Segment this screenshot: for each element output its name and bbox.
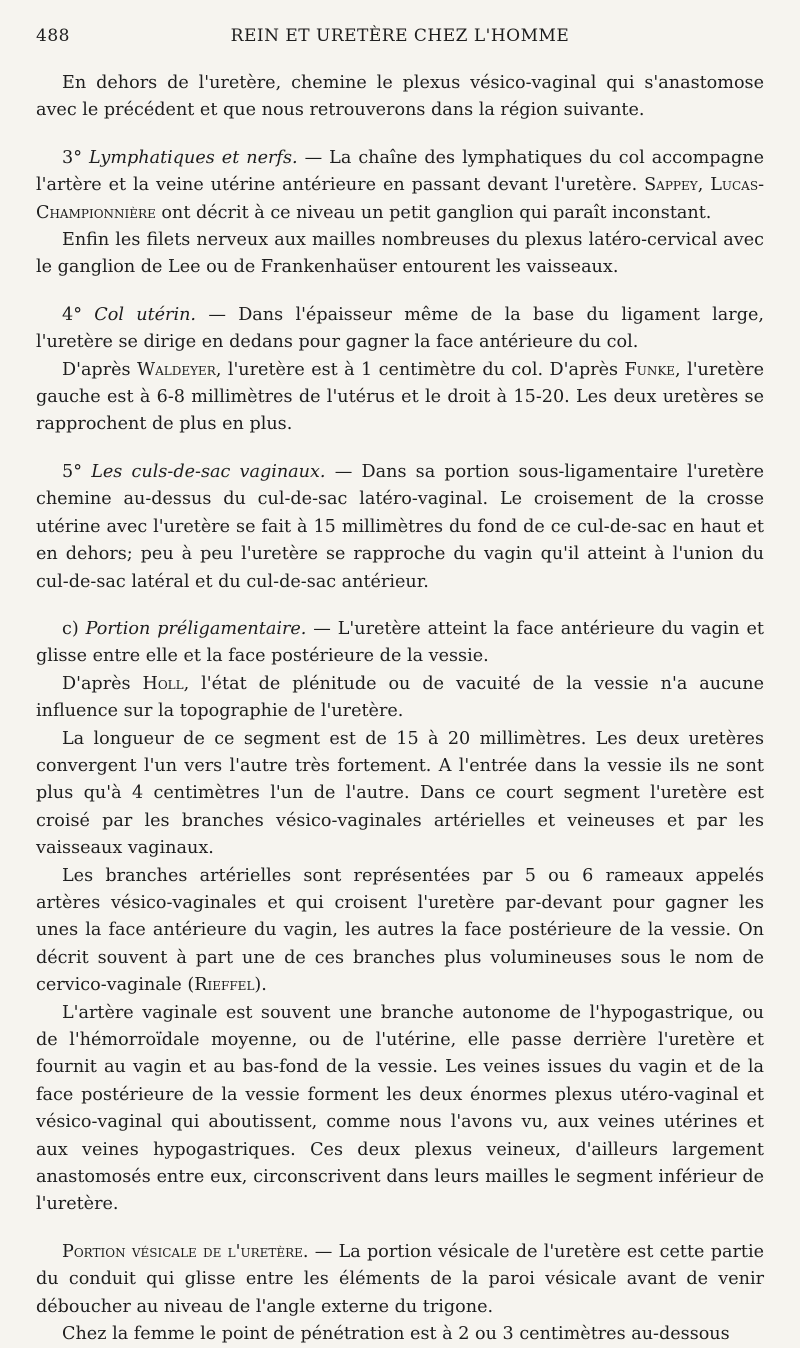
text-run: L'artère vaginale est souvent une branche autonome de l'hypogastrique, ou de l'hémorroïdale moyenne, ou de l'utérine, elle passe derrière l'uretère et fournit au vagin et au bas-fond de la vessie. Les veines issues du vagin et de la face postérieure de la vessie forment les deux énormes plexus utéro-vaginal et vésico-vaginal qui aboutissent, comme nous l'avons vu, aux veines utérines et aux veines hypogastriques. Ces deux plexus veineux, d'ailleurs largement anastomosés entre eux, circonscrivent dans leurs mailles le segment inférieur de l'uretère. <box>36 1002 764 1215</box>
text-run: 3° <box>62 147 89 168</box>
text-run: D'après <box>62 673 143 694</box>
paragraph <box>36 227 764 282</box>
text-run: , l'uretère gauche est à 6-8 millimètres de l'utérus et le droit à 15-20. Les deux uretères se rapprochent de plus en plus. <box>36 359 764 435</box>
paragraph <box>36 671 764 726</box>
text-run: ont décrit à ce niveau un petit ganglion qui paraît inconstant. <box>155 202 712 223</box>
author-name: Holl <box>142 673 184 694</box>
text-run: c) <box>62 618 86 639</box>
text-run: Chez la femme le point de pénétration est à 2 ou 3 centimètres au-dessous <box>62 1324 730 1345</box>
text-run: 5° <box>62 461 92 482</box>
author-name: Waldeyer <box>136 359 216 380</box>
text-run: Enfin les filets nerveux aux mailles nombreuses du plexus latéro-cervical avec le ganglion de Lee ou de Frankenhaüser entourent les vaisseaux. <box>36 230 764 278</box>
italic-heading: Les culs-de-sac vaginaux. <box>91 461 326 482</box>
text-run: 4° <box>62 304 95 325</box>
text-run: — Dans sa portion sous-ligamentaire l'uretère chemine au-dessus du cul-de-sac latéro-vaginal. Le croisement de la crosse utérine avec l'uretère se fait à 15 millimètres du fond de ce cul-de-sac en haut et en dehors; peu à peu l'uretère se rapproche du vagin qu'il atteint à l'union du cul-de-sac latéral et du cul-de-sac antérieur. <box>36 461 764 592</box>
text-run: — La portion vésicale de l'uretère est cette partie du conduit qui glisse entre les éléments de la paroi vésicale avant de venir déboucher au niveau de l'angle externe du trigone. <box>36 1241 764 1317</box>
text-run: ). <box>254 975 267 996</box>
text-run: , l'uretère est à 1 centimètre du col. D'après <box>215 359 625 380</box>
paragraph <box>36 357 764 439</box>
body-text <box>36 70 764 1348</box>
running-title: REIN ET URETÈRE CHEZ L'HOMME <box>230 26 570 46</box>
author-name: Rieffel <box>194 975 255 996</box>
paragraph <box>36 616 764 671</box>
paragraph <box>36 302 764 357</box>
text-run: En dehors de l'uretère, chemine le plexus vésico-vaginal qui s'anastomose avec le précédent et que nous retrouverons dans la région suivante. <box>36 73 764 121</box>
text-run: D'après <box>62 359 137 380</box>
page-header <box>36 26 764 54</box>
italic-heading: Col utérin. <box>94 304 197 325</box>
paragraph <box>36 863 764 1000</box>
author-name: Lucas-Championnière <box>36 175 765 223</box>
paragraph <box>36 1321 764 1348</box>
paragraph <box>36 70 764 125</box>
text-run: Les branches artérielles sont représentées par 5 ou 6 rameaux appelés artères vésico-vaginales et qui croisent l'uretère par-devant pour gagner les unes la face antérieure du vagin, les autres la face postérieure de la vessie. On décrit souvent à part une de ces branches plus volumineuses sous le nom de cervico-vaginale ( <box>36 865 764 996</box>
page-number: 488 <box>36 26 70 46</box>
text-run: — L'uretère atteint la face antérieure du vagin et glisse entre elle et la face postérieure de la vessie. <box>36 618 764 667</box>
author-name: Sappey <box>644 175 698 196</box>
text-run: — La chaîne des lymphatiques du col accompagne l'artère et la veine utérine antérieure en passant devant l'uretère. <box>36 147 765 196</box>
text-run: — Dans l'épaisseur même de la base du ligament large, l'uretère se dirige en dedans pour gagner la face antérieure du col. <box>36 304 764 353</box>
text-run: La longueur de ce segment est de 15 à 20 millimètres. Les deux uretères convergent l'un vers l'autre très fortement. A l'entrée dans la vessie ils ne sont plus qu'à 4 centimètres l'un de l'autre. Dans ce court segment l'uretère est croisé par les branches vésico-vaginales artérielles et veineuses et par les vaisseaux vaginaux. <box>36 728 764 859</box>
text-run: , l'état de plénitude ou de vacuité de la vessie n'a aucune influence sur la topographie de l'uretère. <box>36 673 764 722</box>
italic-heading: Lymphatiques et nerfs. <box>89 147 298 168</box>
paragraph <box>36 145 764 227</box>
paragraph <box>36 1000 764 1219</box>
paragraph <box>36 459 764 596</box>
paragraph <box>36 1239 764 1321</box>
author-name: Portion vésicale de l'uretère. <box>62 1241 309 1262</box>
text-run: , <box>697 175 711 196</box>
author-name: Funke <box>624 359 676 380</box>
paragraph <box>36 726 764 863</box>
italic-heading: Portion préligamentaire. <box>85 618 307 639</box>
